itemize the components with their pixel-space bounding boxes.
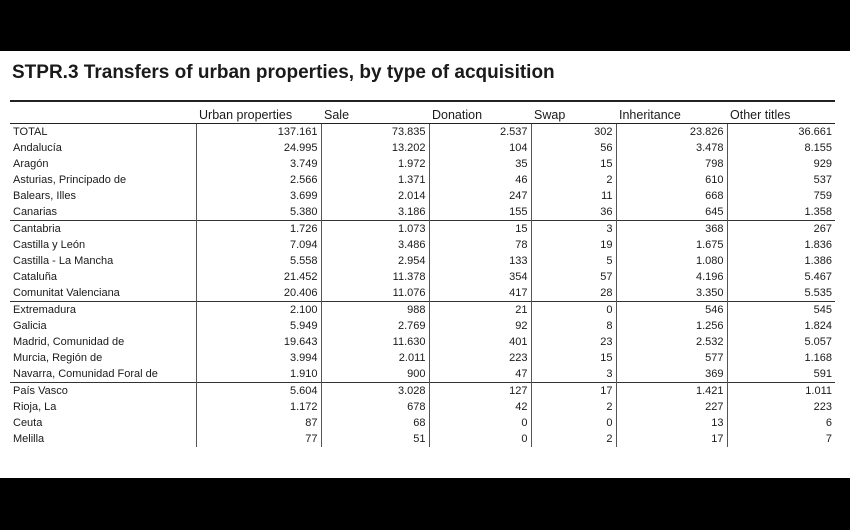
column-header-donation: Donation (429, 107, 531, 124)
table-cell: 2.532 (616, 334, 727, 350)
table-row (10, 399, 835, 415)
table-cell: 1.011 (727, 383, 835, 400)
table-cell: 11 (531, 188, 616, 204)
table-cell: 46 (429, 172, 531, 188)
table-cell: 223 (429, 350, 531, 366)
table-row (10, 415, 835, 431)
table-cell: 759 (727, 188, 835, 204)
table-cell: 354 (429, 269, 531, 285)
table-cell: 3 (531, 221, 616, 238)
table-cell: 0 (531, 415, 616, 431)
row-label: Murcia, Región de (13, 352, 103, 364)
row-label: Rioja, La (13, 401, 57, 413)
table-cell: 42 (429, 399, 531, 415)
table-row (10, 172, 835, 188)
table-cell: 1.675 (616, 237, 727, 253)
table-cell: 19.643 (196, 334, 321, 350)
table-cell: 0 (531, 302, 616, 319)
row-label: Galicia (13, 320, 47, 332)
table-cell: 2.537 (429, 124, 531, 141)
table-cell: 24.995 (196, 140, 321, 156)
header-row (10, 107, 835, 124)
table-cell: 537 (727, 172, 835, 188)
table-cell: 2.014 (321, 188, 429, 204)
row-label: TOTAL (13, 126, 48, 138)
row-label: Cataluña (13, 271, 58, 283)
table-row (10, 285, 835, 302)
table-cell: 302 (531, 124, 616, 141)
table-cell: 17 (531, 383, 616, 400)
title-rule (10, 100, 835, 102)
table-cell: 8.155 (727, 140, 835, 156)
row-label: Balears, Illes (13, 190, 76, 202)
table-cell: 1.824 (727, 318, 835, 334)
table-cell: 11.076 (321, 285, 429, 302)
table-cell: 137.161 (196, 124, 321, 141)
table-body (10, 124, 835, 448)
table-row (10, 383, 835, 400)
table-cell: 0 (429, 431, 531, 448)
table-cell: 21.452 (196, 269, 321, 285)
table-cell: 610 (616, 172, 727, 188)
table-cell: 17 (616, 431, 727, 448)
table-cell: 798 (616, 156, 727, 172)
table-row (10, 253, 835, 269)
row-label: Andalucía (13, 142, 62, 154)
table-cell: 1.256 (616, 318, 727, 334)
table-cell: 11.630 (321, 334, 429, 350)
table-cell: 23 (531, 334, 616, 350)
table-row (10, 269, 835, 285)
table-cell: 223 (727, 399, 835, 415)
table-cell: 3.186 (321, 204, 429, 221)
table-cell: 3.749 (196, 156, 321, 172)
table-cell: 546 (616, 302, 727, 319)
table-cell: 3.350 (616, 285, 727, 302)
column-header-region (10, 107, 196, 124)
table-cell: 1.168 (727, 350, 835, 366)
row-label: Melilla (10, 431, 196, 448)
column-header-swap: Swap (531, 107, 616, 124)
table-row (10, 302, 835, 319)
table-cell: 247 (429, 188, 531, 204)
row-label: Cantabria (10, 221, 196, 238)
table-cell: 369 (616, 366, 727, 383)
row-label: Ceuta (13, 417, 43, 429)
table-cell: 1.972 (321, 156, 429, 172)
column-header-sale: Sale (321, 107, 429, 124)
table-cell: 7.094 (196, 237, 321, 253)
table-cell: 2 (531, 431, 616, 448)
table-cell: 3.486 (321, 237, 429, 253)
table-cell: 1.073 (321, 221, 429, 238)
document-sheet (0, 51, 850, 478)
table-cell: 2.566 (196, 172, 321, 188)
table-cell: 133 (429, 253, 531, 269)
table-cell: 1.726 (196, 221, 321, 238)
table-cell: 2 (531, 172, 616, 188)
table-cell: 47 (429, 366, 531, 383)
table-cell: 417 (429, 285, 531, 302)
table-cell: 77 (196, 431, 321, 448)
table-cell: 78 (429, 237, 531, 253)
row-label: Navarra, Comunidad Foral de (13, 368, 158, 380)
table-cell: 678 (321, 399, 429, 415)
table-cell: 1.836 (727, 237, 835, 253)
table-cell: 668 (616, 188, 727, 204)
table-cell: 13.202 (321, 140, 429, 156)
table-row (10, 124, 835, 141)
table-row (10, 204, 835, 221)
table-cell: 1.910 (196, 366, 321, 383)
table-cell: 1.172 (196, 399, 321, 415)
table-cell: 645 (616, 204, 727, 221)
table-cell: 57 (531, 269, 616, 285)
row-label: Canarias (13, 206, 58, 218)
table-cell: 368 (616, 221, 727, 238)
table-cell: 2.100 (196, 302, 321, 319)
table-cell: 36 (531, 204, 616, 221)
table-cell: 545 (727, 302, 835, 319)
row-label: País Vasco (10, 383, 196, 400)
table-cell: 7 (727, 431, 835, 448)
table-row (10, 237, 835, 253)
table-cell: 2 (531, 399, 616, 415)
table-cell: 35 (429, 156, 531, 172)
row-label: Comunitat Valenciana (13, 287, 120, 299)
table-cell: 3.478 (616, 140, 727, 156)
row-label: Castilla - La Mancha (13, 255, 114, 267)
row-label: Aragón (13, 158, 49, 170)
table-cell: 73.835 (321, 124, 429, 141)
table-row (10, 318, 835, 334)
table-cell: 3 (531, 366, 616, 383)
table-row (10, 188, 835, 204)
table-cell: 13 (616, 415, 727, 431)
table-cell: 988 (321, 302, 429, 319)
table-cell: 15 (531, 350, 616, 366)
table-cell: 3.028 (321, 383, 429, 400)
table-cell: 28 (531, 285, 616, 302)
table-cell: 900 (321, 366, 429, 383)
table-cell: 1.080 (616, 253, 727, 269)
table-row (10, 350, 835, 366)
table-cell: 2.954 (321, 253, 429, 269)
table-row (10, 140, 835, 156)
table-cell: 401 (429, 334, 531, 350)
table-cell: 577 (616, 350, 727, 366)
table-title: STPR.3 Transfers of urban properties, by type of acquisition (12, 62, 555, 83)
table-cell: 3.994 (196, 350, 321, 366)
table-cell: 19 (531, 237, 616, 253)
table-cell: 5.467 (727, 269, 835, 285)
table-cell: 1.371 (321, 172, 429, 188)
table-cell: 23.826 (616, 124, 727, 141)
table-cell: 2.769 (321, 318, 429, 334)
column-header-inheritance: Inheritance (616, 107, 727, 124)
table-cell: 104 (429, 140, 531, 156)
table-cell: 5.380 (196, 204, 321, 221)
table-cell: 2.011 (321, 350, 429, 366)
table-cell: 5.558 (196, 253, 321, 269)
table-cell: 21 (429, 302, 531, 319)
table-cell: 68 (321, 415, 429, 431)
column-header-urban-properties: Urban properties (196, 107, 321, 124)
table-cell: 6 (727, 415, 835, 431)
table-cell: 929 (727, 156, 835, 172)
table-cell: 11.378 (321, 269, 429, 285)
table-cell: 127 (429, 383, 531, 400)
table-cell: 5.535 (727, 285, 835, 302)
table-row (10, 334, 835, 350)
table-cell: 92 (429, 318, 531, 334)
table-cell: 0 (429, 415, 531, 431)
table-cell: 20.406 (196, 285, 321, 302)
table-cell: 155 (429, 204, 531, 221)
table-cell: 5.057 (727, 334, 835, 350)
table-cell: 51 (321, 431, 429, 448)
table-cell: 8 (531, 318, 616, 334)
table-row (10, 221, 835, 238)
table-cell: 3.699 (196, 188, 321, 204)
table-cell: 4.196 (616, 269, 727, 285)
table-cell: 87 (196, 415, 321, 431)
table-cell: 1.386 (727, 253, 835, 269)
row-label: Madrid, Comunidad de (13, 336, 125, 348)
table-cell: 15 (531, 156, 616, 172)
acquisition-table (10, 107, 835, 448)
table-cell: 5 (531, 253, 616, 269)
table-cell: 56 (531, 140, 616, 156)
table-cell: 591 (727, 366, 835, 383)
column-header-other-titles: Other titles (727, 107, 835, 124)
table-cell: 1.358 (727, 204, 835, 221)
row-label: Asturias, Principado de (13, 174, 127, 186)
table-cell: 5.604 (196, 383, 321, 400)
table-cell: 267 (727, 221, 835, 238)
table-row (10, 156, 835, 172)
row-label: Extremadura (10, 302, 196, 319)
table-cell: 1.421 (616, 383, 727, 400)
row-label: Castilla y León (13, 239, 86, 251)
table-cell: 36.661 (727, 124, 835, 141)
table-cell: 5.949 (196, 318, 321, 334)
table-cell: 15 (429, 221, 531, 238)
table-row (10, 431, 835, 448)
table-cell: 227 (616, 399, 727, 415)
table-row (10, 366, 835, 383)
